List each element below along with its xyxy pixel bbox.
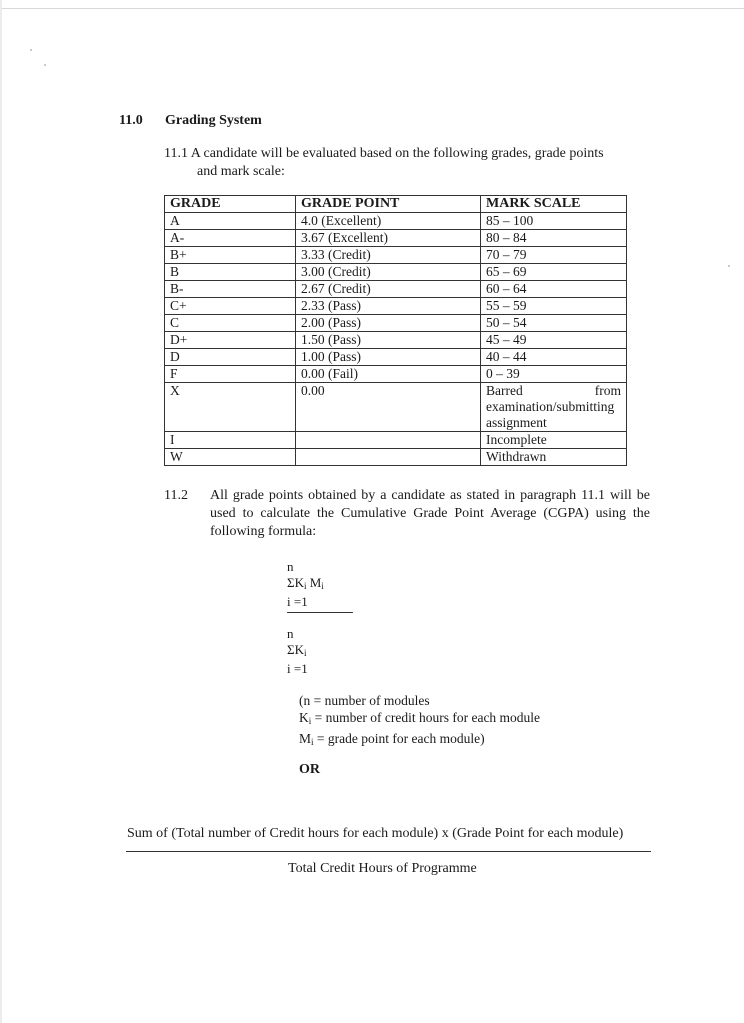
section-title: Grading System bbox=[165, 113, 262, 128]
alt-formula-denominator: Total Credit Hours of Programme bbox=[288, 861, 477, 876]
def-n: (n = number of modules bbox=[299, 693, 430, 708]
cell-mark-scale: 60 – 64 bbox=[481, 281, 627, 298]
scan-edge-top bbox=[0, 8, 744, 9]
cell-grade-point bbox=[296, 432, 481, 449]
cell-mark-scale: 45 – 49 bbox=[481, 332, 627, 349]
header-grade: GRADE bbox=[165, 196, 296, 213]
cell-grade-point: 2.67 (Credit) bbox=[296, 281, 481, 298]
subscript-i: i bbox=[321, 581, 324, 591]
cell-grade-point: 0.00 (Fail) bbox=[296, 366, 481, 383]
formula-definitions bbox=[299, 692, 540, 751]
cell-grade: C+ bbox=[165, 298, 296, 315]
alt-formula-numerator: Sum of (Total number of Credit hours for each module) x (Grade Point for each module) bbox=[127, 826, 624, 841]
or-label: OR bbox=[299, 762, 320, 777]
subscript-i: i bbox=[308, 716, 312, 726]
cell-grade: F bbox=[165, 366, 296, 383]
cell-mark-scale: 65 – 69 bbox=[481, 264, 627, 281]
sigma-k: ΣK bbox=[287, 642, 304, 657]
from-word: from bbox=[594, 383, 621, 398]
intro-line1: A candidate will be evaluated based on the following grades, grade points bbox=[190, 146, 604, 161]
table-row bbox=[165, 230, 627, 247]
cell-grade-point bbox=[296, 449, 481, 466]
subscript-i: i bbox=[311, 737, 314, 747]
intro-line2: and mark scale: bbox=[197, 164, 285, 179]
cell-grade-point: 1.00 (Pass) bbox=[296, 349, 481, 366]
table-row bbox=[165, 264, 627, 281]
denominator-n: n bbox=[287, 626, 294, 641]
cell-grade: B- bbox=[165, 281, 296, 298]
table-row bbox=[165, 281, 627, 298]
numerator-n: n bbox=[287, 559, 294, 574]
cell-grade-point: 0.00 bbox=[296, 383, 481, 432]
table-row-x bbox=[165, 383, 627, 432]
header-mark-scale: MARK SCALE bbox=[481, 196, 627, 213]
scan-speck bbox=[728, 265, 730, 267]
formula-denominator bbox=[287, 626, 308, 677]
table-row-w bbox=[165, 449, 627, 466]
numerator-index: i =1 bbox=[287, 594, 308, 609]
cell-mark-scale: 50 – 54 bbox=[481, 315, 627, 332]
cell-grade: I bbox=[165, 432, 296, 449]
cell-grade: D bbox=[165, 349, 296, 366]
header-grade-point: GRADE POINT bbox=[296, 196, 481, 213]
cell-grade: X bbox=[165, 383, 296, 432]
cell-grade-point: 1.50 (Pass) bbox=[296, 332, 481, 349]
para2-text: All grade points obtained by a candidate as stated in paragraph 11.1 will be used to calculate the Cumulative Grade Point Average (CGPA) using the following formula: bbox=[210, 488, 650, 539]
cell-grade-point: 2.33 (Pass) bbox=[296, 298, 481, 315]
cell-mark-scale: 40 – 44 bbox=[481, 349, 627, 366]
denominator-sum bbox=[287, 642, 308, 661]
numerator-sum bbox=[287, 575, 324, 594]
cell-mark-scale: Incomplete bbox=[481, 432, 627, 449]
scan-speck bbox=[30, 49, 32, 51]
table-row bbox=[165, 247, 627, 264]
cell-grade: B bbox=[165, 264, 296, 281]
table-header-row bbox=[165, 196, 627, 213]
scan-speck bbox=[44, 64, 46, 66]
cell-grade: A bbox=[165, 213, 296, 230]
barred-line3: assignment bbox=[486, 415, 547, 430]
m-symbol: M bbox=[299, 731, 312, 746]
scan-edge-left bbox=[0, 0, 2, 1023]
def-m bbox=[299, 730, 540, 751]
barred-line bbox=[486, 383, 621, 399]
k-symbol: K bbox=[299, 710, 309, 725]
sigma-k: ΣK bbox=[287, 575, 304, 590]
intro-number: 11.1 bbox=[164, 146, 188, 161]
table-row bbox=[165, 213, 627, 230]
section-heading bbox=[119, 113, 262, 129]
cell-grade-point: 2.00 (Pass) bbox=[296, 315, 481, 332]
cell-grade: D+ bbox=[165, 332, 296, 349]
m-definition: = grade point for each module) bbox=[313, 731, 485, 746]
cgpa-paragraph bbox=[164, 487, 650, 541]
para2-number: 11.2 bbox=[164, 488, 188, 503]
cell-mark-scale: 80 – 84 bbox=[481, 230, 627, 247]
cell-grade: C bbox=[165, 315, 296, 332]
cell-grade: A- bbox=[165, 230, 296, 247]
denominator-index: i =1 bbox=[287, 661, 308, 676]
cell-mark-scale: 70 – 79 bbox=[481, 247, 627, 264]
subscript-i: i bbox=[303, 581, 307, 591]
cell-mark-scale: Withdrawn bbox=[481, 449, 627, 466]
grading-table bbox=[164, 195, 627, 466]
table-row bbox=[165, 349, 627, 366]
table-row bbox=[165, 298, 627, 315]
cell-mark-scale bbox=[481, 383, 627, 432]
cell-grade-point: 3.33 (Credit) bbox=[296, 247, 481, 264]
cell-grade-point: 3.67 (Excellent) bbox=[296, 230, 481, 247]
barred-word: Barred bbox=[486, 383, 523, 398]
cell-mark-scale: 0 – 39 bbox=[481, 366, 627, 383]
section-number: 11.0 bbox=[119, 113, 143, 128]
table-body bbox=[165, 213, 627, 466]
table-row bbox=[165, 332, 627, 349]
k-definition: = number of credit hours for each module bbox=[311, 710, 541, 725]
cell-grade: W bbox=[165, 449, 296, 466]
intro-paragraph bbox=[164, 145, 648, 181]
cell-grade: B+ bbox=[165, 247, 296, 264]
formula-numerator bbox=[287, 559, 324, 610]
barred-line2: examination/submitting bbox=[486, 399, 615, 414]
cell-mark-scale: 85 – 100 bbox=[481, 213, 627, 230]
table-row bbox=[165, 315, 627, 332]
def-k bbox=[299, 709, 540, 730]
cell-mark-scale: 55 – 59 bbox=[481, 298, 627, 315]
table-row-i bbox=[165, 432, 627, 449]
alt-fraction-bar bbox=[126, 851, 651, 852]
fraction-bar bbox=[287, 612, 353, 613]
m-symbol: M bbox=[306, 575, 322, 590]
subscript-i: i bbox=[303, 648, 307, 658]
cell-grade-point: 3.00 (Credit) bbox=[296, 264, 481, 281]
cell-grade-point: 4.0 (Excellent) bbox=[296, 213, 481, 230]
table-row bbox=[165, 366, 627, 383]
